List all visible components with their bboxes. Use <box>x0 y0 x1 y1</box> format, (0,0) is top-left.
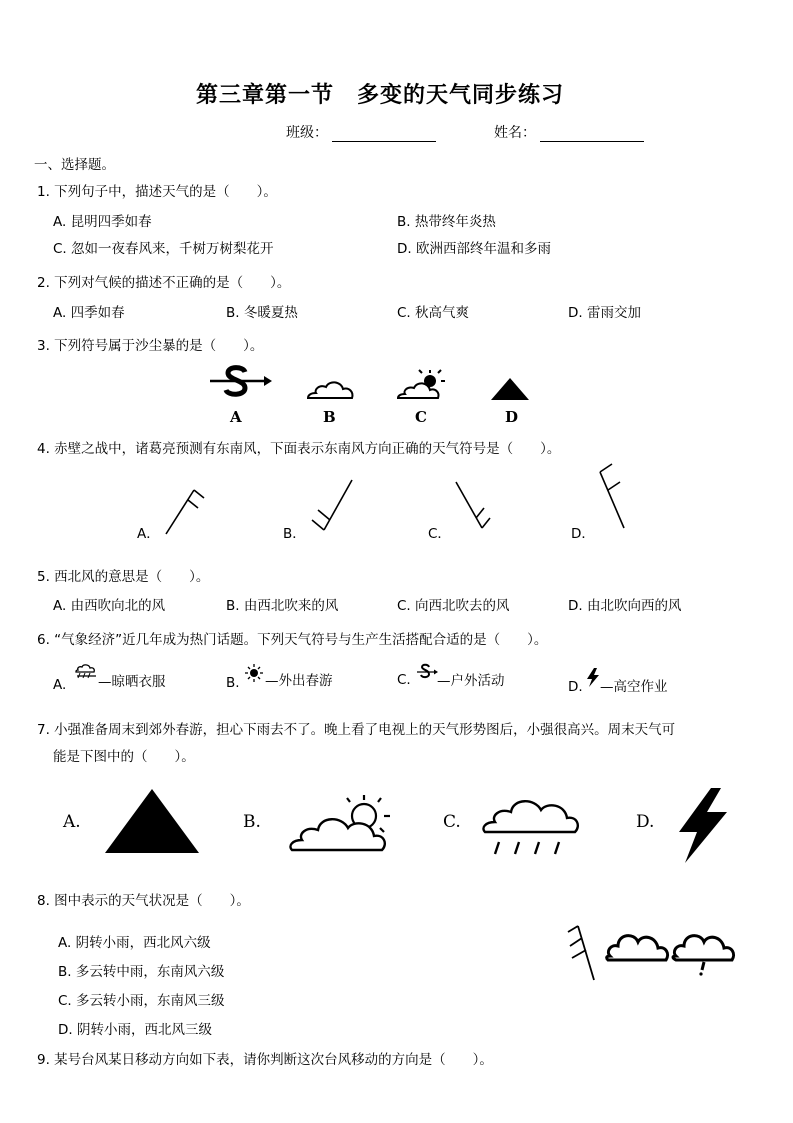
wind-barb-c-icon[interactable] <box>452 480 492 532</box>
partly-cloudy-icon[interactable] <box>396 370 448 400</box>
q2-option-c[interactable]: C. 秋高气爽 <box>397 305 470 321</box>
q8-stem: 8. 图中表示的天气状况是（ ）。 <box>37 893 250 909</box>
q1-option-c[interactable]: C. 忽如一夜春风来，千树万树梨花开 <box>53 241 274 257</box>
wind-barb-q8-icon <box>564 922 604 982</box>
q5-option-d[interactable]: D. 由北吹向西的风 <box>568 598 682 614</box>
q1-option-a[interactable]: A. 昆明四季如春 <box>53 214 152 230</box>
q3-label-d: D <box>505 408 519 426</box>
q4-label-b: B． <box>283 526 306 542</box>
sandstorm-small-icon[interactable] <box>416 664 438 680</box>
name-blank[interactable] <box>540 127 644 142</box>
sandstorm-icon[interactable] <box>208 364 272 400</box>
page-title: 第三章第一节 多变的天气同步练习 <box>196 82 565 108</box>
q7-label-b: B. <box>243 812 261 832</box>
q7-stem-line1: 7. 小强准备周末到郊外春游，担心下雨去不了。晚上看了电视上的天气形势图后，小强很高兴。周末天气可 <box>37 722 676 738</box>
q2-option-a[interactable]: A. 四季如春 <box>53 305 125 321</box>
q6-stem: 6. “气象经济”近几年成为热门话题。下列天气符号与生产生活搭配合适的是（ ）。 <box>37 632 548 648</box>
partly-cloudy-large-icon[interactable] <box>284 792 394 854</box>
q4-label-a: A． <box>137 526 160 542</box>
lightning-icon[interactable] <box>677 788 729 864</box>
class-label: 班级： <box>286 125 328 141</box>
q8-option-c[interactable]: C. 多云转小雨，东南风三级 <box>58 993 225 1009</box>
q1-stem: 1. 下列句子中，描述天气的是（ ）。 <box>37 184 277 200</box>
q8-option-d[interactable]: D. 阴转小雨，西北风三级 <box>58 1022 212 1038</box>
q5-option-c[interactable]: C. 向西北吹去的风 <box>397 598 510 614</box>
q5-stem: 5. 西北风的意思是（ ）。 <box>37 569 210 585</box>
q9-stem: 9. 某号台风某日移动方向如下表，请你判断这次台风移动的方向是（ ）。 <box>37 1052 493 1068</box>
q2-stem: 2. 下列对气候的描述不正确的是（ ）。 <box>37 275 291 291</box>
q3-stem: 3. 下列符号属于沙尘暴的是（ ）。 <box>37 338 264 354</box>
wind-barb-d-icon[interactable] <box>596 470 636 532</box>
q6-option-c-letter: C. <box>397 672 411 688</box>
cloud-rain-snow-icon[interactable] <box>74 664 98 680</box>
q7-label-d: D. <box>636 812 655 832</box>
overcast-cloud-icon <box>604 930 670 964</box>
q2-option-b[interactable]: B. 冬暖夏热 <box>226 305 298 321</box>
q7-stem-line2: 能是下图中的（ ）。 <box>53 749 195 765</box>
q4-label-c: C． <box>428 526 451 542</box>
q8-option-b[interactable]: B. 多云转中雨，东南风六级 <box>58 964 225 980</box>
q6-option-a-letter: A. <box>53 677 67 693</box>
class-field <box>286 122 436 142</box>
q6-option-b-letter: B. <box>226 675 240 691</box>
sun-icon[interactable] <box>244 664 266 682</box>
name-field <box>494 122 644 142</box>
q7-label-c: C. <box>443 812 461 832</box>
q6-option-d-text[interactable]: —高空作业 <box>600 679 668 695</box>
q2-option-d[interactable]: D. 雷雨交加 <box>568 305 641 321</box>
triangle-icon[interactable] <box>104 788 200 854</box>
hail-triangle-icon[interactable] <box>490 377 530 401</box>
section-heading: 一、选择题。 <box>34 157 115 173</box>
q5-option-a[interactable]: A. 由西吹向北的风 <box>53 598 166 614</box>
q6-option-d-letter: D. <box>568 679 583 695</box>
q5-option-b[interactable]: B. 由西北吹来的风 <box>226 598 339 614</box>
q1-option-d[interactable]: D. 欧洲西部终年温和多雨 <box>397 241 551 257</box>
cloudy-icon[interactable] <box>305 378 355 400</box>
wind-barb-a-icon[interactable] <box>160 488 210 536</box>
lightning-small-icon[interactable] <box>585 668 601 688</box>
q8-option-a[interactable]: A. 阴转小雨，西北风六级 <box>58 935 211 951</box>
q6-option-b-text[interactable]: —外出春游 <box>265 673 333 689</box>
q4-label-d: D． <box>571 526 595 542</box>
q4-stem: 4. 赤壁之战中，诸葛亮预测有东南风，下面表示东南风方向正确的天气符号是（ ）。 <box>37 441 561 457</box>
light-rain-cloud-icon <box>672 932 736 976</box>
wind-barb-b-icon[interactable] <box>306 478 358 534</box>
q6-option-a-text[interactable]: —晾晒衣服 <box>98 674 166 690</box>
q3-label-c: C <box>415 408 427 426</box>
q1-option-b[interactable]: B. 热带终年炎热 <box>397 214 496 230</box>
q7-label-a: A. <box>63 812 81 832</box>
name-label: 姓名： <box>494 125 536 141</box>
class-blank[interactable] <box>332 127 436 142</box>
cloud-rain-icon[interactable] <box>479 794 583 858</box>
q6-option-c-text[interactable]: —户外活动 <box>437 673 505 689</box>
q3-label-b: B <box>323 408 336 426</box>
q3-label-a: A <box>230 408 242 426</box>
